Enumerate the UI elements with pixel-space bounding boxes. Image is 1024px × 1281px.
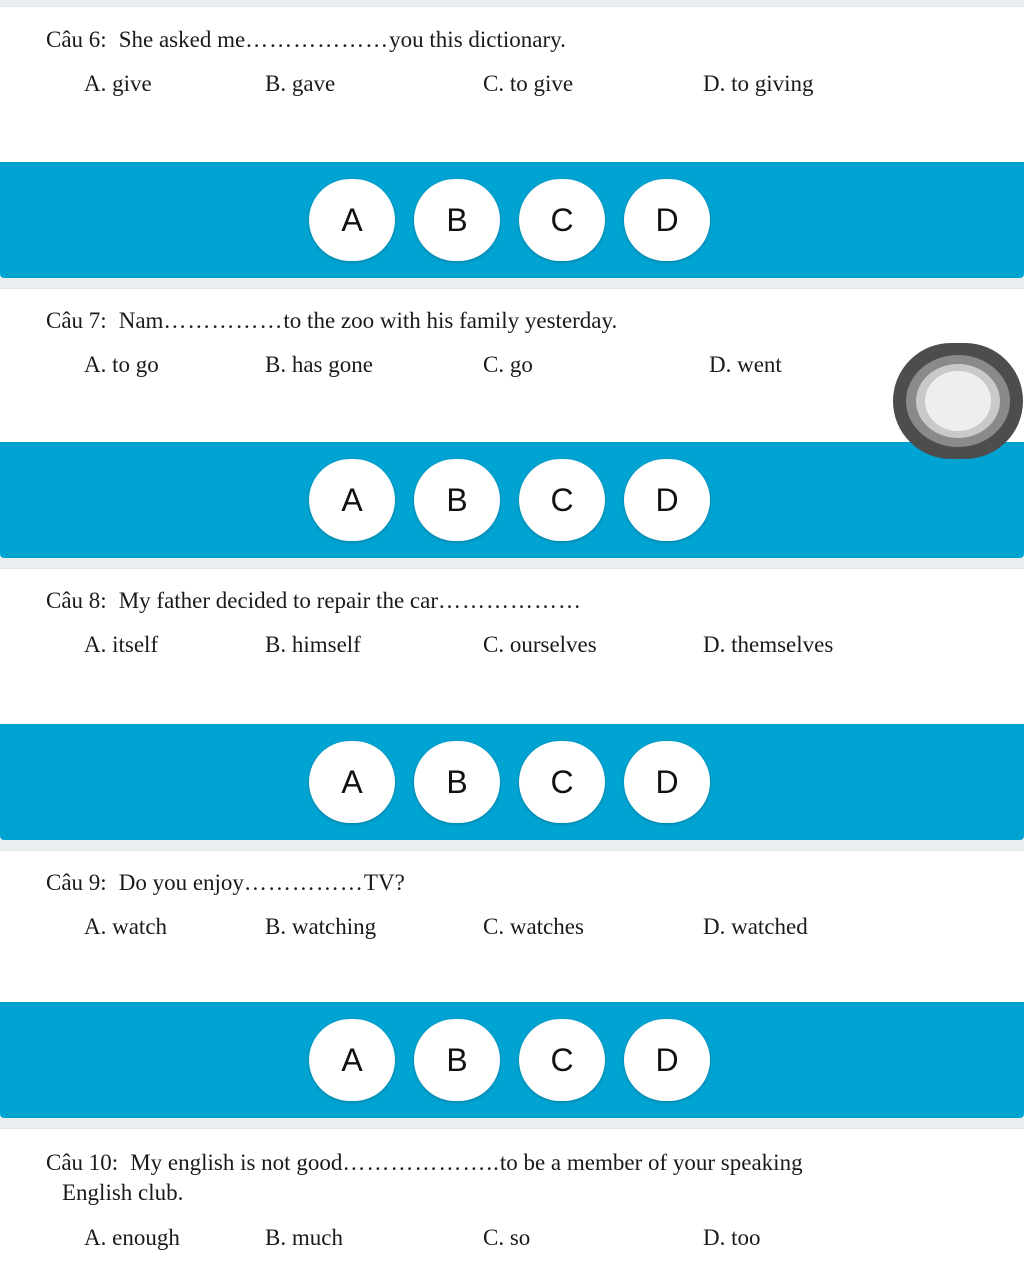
question-number: Câu 6: [46,27,107,52]
answer-bar-8 [0,724,1024,840]
option-a-text: A. watch [84,914,168,939]
answer-bar-6 [0,162,1024,278]
answer-button-b[interactable]: B [414,741,500,823]
answer-button-c[interactable]: C [519,179,605,261]
answer-button-a[interactable]: A [309,1019,395,1101]
option-d-text: D. themselves [703,632,834,657]
answer-blank: …………… [163,308,284,333]
option-d-text: D. too [703,1225,761,1250]
answer-button-d[interactable]: D [624,1019,710,1101]
answer-button-a[interactable]: A [309,179,395,261]
answer-bar-7 [0,442,1024,558]
answer-button-d[interactable]: D [624,179,710,261]
answer-bar-9 [0,1002,1024,1118]
answer-blank: ……………….. [342,1150,500,1175]
option-c-text: C. so [483,1225,531,1250]
option-c-text: C. to give [483,71,574,96]
option-b-text: B. watching [265,914,377,939]
answer-button-a[interactable]: A [309,741,395,823]
option-a-text: A. give [84,71,152,96]
option-c-text: C. ourselves [483,632,597,657]
answer-button-c[interactable]: C [519,1019,605,1101]
option-d-text: D. watched [703,914,808,939]
question-card-9 [0,850,1024,1003]
answer-button-c[interactable]: C [519,459,605,541]
answer-button-b[interactable]: B [414,1019,500,1101]
assistive-touch-icon[interactable] [893,343,1023,459]
question-card-6 [0,6,1024,163]
option-b-text: B. has gone [265,352,373,377]
question-continuation: English club. [62,1180,184,1205]
answer-blank: …………… [243,870,364,895]
question-card-8 [0,568,1024,725]
answer-button-c[interactable]: C [519,741,605,823]
option-b-text: B. himself [265,632,361,657]
option-a-text: A. to go [84,352,159,377]
question-card-10 [0,1128,1024,1281]
question-card-7 [0,288,1024,443]
answer-button-d[interactable]: D [624,741,710,823]
option-c-text: C. watches [483,914,584,939]
question-number: Câu 9: [46,870,107,895]
answer-blank: ……………… [245,27,390,52]
option-b-text: B. much [265,1225,343,1250]
option-d-text: D. to giving [703,71,814,96]
answer-button-d[interactable]: D [624,459,710,541]
answer-button-b[interactable]: B [414,179,500,261]
question-number: Câu 8: [46,588,107,613]
answer-button-a[interactable]: A [309,459,395,541]
answer-blank: ……………… [438,588,582,613]
option-a-text: A. itself [84,632,159,657]
option-d-text: D. went [709,352,782,377]
question-text: Câu 7: Nam……………to the zoo with his family yesterday. [46,308,618,333]
option-c-text: C. go [483,352,533,377]
question-text: Câu 6: She asked me………………you this dictionary. [46,27,566,52]
question-number: Câu 10: [46,1150,119,1175]
answer-button-b[interactable]: B [414,459,500,541]
option-a-text: A. enough [84,1225,180,1250]
option-b-text: B. gave [265,71,336,96]
question-number: Câu 7: [46,308,107,333]
question-text: Câu 10: My english is not good………………..to be a member of your speaking [46,1150,803,1175]
question-text: Câu 8: My father decided to repair the car……………… [46,588,582,613]
question-text: Câu 9: Do you enjoy……………TV? [46,870,405,895]
